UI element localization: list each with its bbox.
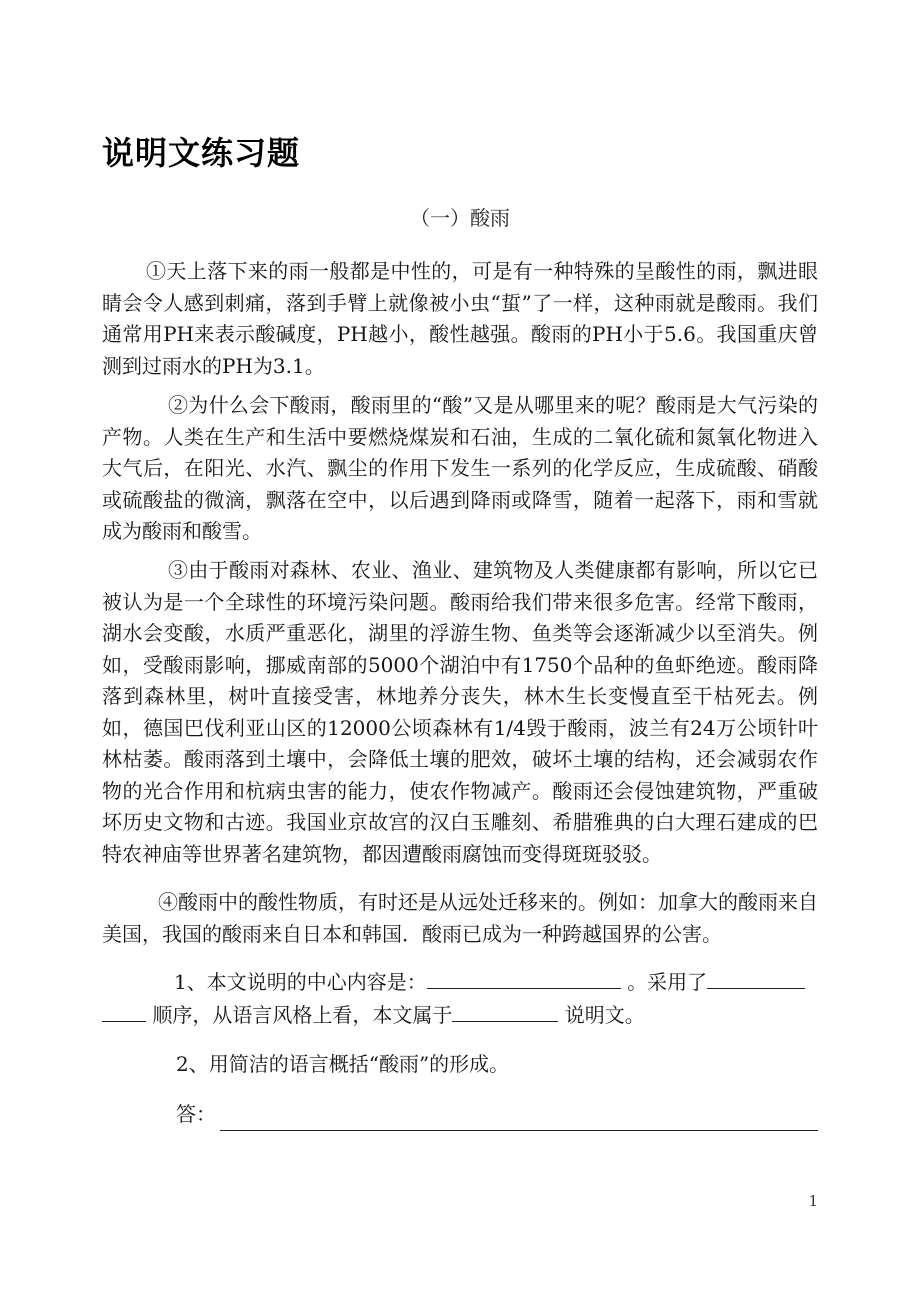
paragraph-1: ①天上落下来的雨一般都是中性的，可是有一种特殊的呈酸性的雨，飘进眼睛会令人感到刺痛，落到手臂上就像被小虫“蜇”了一样，这种雨就是酸雨。我们通常用PH来表示酸碱度，PH越小，酸性越强。酸雨的PH小于5.6。我国重庆曾测到过雨水的PH为3.1。 — [102, 259, 818, 378]
section-subtitle: （一）酸雨 — [410, 206, 510, 230]
blank-order-a[interactable] — [707, 966, 805, 989]
paragraph-4: ④酸雨中的酸性物质，有时还是从远处迁移来的。例如：加拿大的酸雨来自美国，我国的酸雨来自日本和韩国．酸雨已成为一种跨越国界的公害。 — [102, 890, 818, 946]
blank-order-b[interactable] — [102, 999, 146, 1022]
page-number: 1 — [808, 1192, 818, 1210]
paragraph-3: ③由于酸雨对森林、农业、渔业、建筑物及人类健康都有影响，所以它已被认为是一个全球性的环境污染问题。酸雨给我们带来很多危害。经常下酸雨，湖水会变酸，水质严重恶化，湖里的浮游生物、鱼类等会逐渐减少以至消失。例如，受酸雨影响，挪威南部的5000个湖泊中有1750个品种的鱼虾绝迹。酸雨降落到森林里，树叶直接受害，林地养分丧失，林木生长变慢直至干枯死去。例如，德国巴伐利亚山区的12000公顷森林有1/4毁于酸雨，波兰有24万公顷针叶林枯萎。酸雨落到土壤中，会降低土壤的肥效，破坏土壤的结构，还会减弱农作物的光合作用和杭病虫害的能力，使农作物减产。酸雨还会侵蚀建筑物，严重破坏历史文物和古迹。我国业京故宫的汉白玉雕刻、希腊雅典的白大理石建成的巴特农神庙等世界著名建筑物，都因遭酸雨腐蚀而变得斑斑驳驳。 — [102, 558, 818, 866]
answer-label: 答： — [176, 1102, 216, 1126]
answer-row — [176, 1099, 818, 1131]
question-1-part2: 。采用了 — [627, 970, 708, 994]
question-1 — [102, 966, 818, 1031]
question-1-part3: 顺序，从语言风格上看，本文属于 — [152, 1002, 453, 1027]
paragraph-2: ②为什么会下酸雨，酸雨里的“酸”又是从哪里来的呢？酸雨是大气污染的产物。人类在生产和生活中要燃烧煤炭和石油，生成的二氧化硫和氮氧化物进入大气后，在阳光、水汽、飘尘的作用下发生一系列的化学反应，生成硫酸、硝酸或硫酸盐的微滴，飘落在空中，以后遇到降雨或降雪，随着一起落下，雨和雪就成为酸雨和酸雪。 — [102, 393, 818, 543]
answer-line[interactable] — [220, 1106, 818, 1131]
question-2: 2、用简洁的语言概括“酸雨”的形成。 — [176, 1052, 510, 1076]
blank-central-content[interactable] — [427, 966, 621, 989]
page-title: 说明文练习题 — [102, 134, 301, 172]
question-1-part1: 1、本文说明的中心内容是： — [174, 970, 427, 994]
blank-style[interactable] — [452, 999, 558, 1022]
question-1-part4: 说明文。 — [564, 1002, 645, 1027]
